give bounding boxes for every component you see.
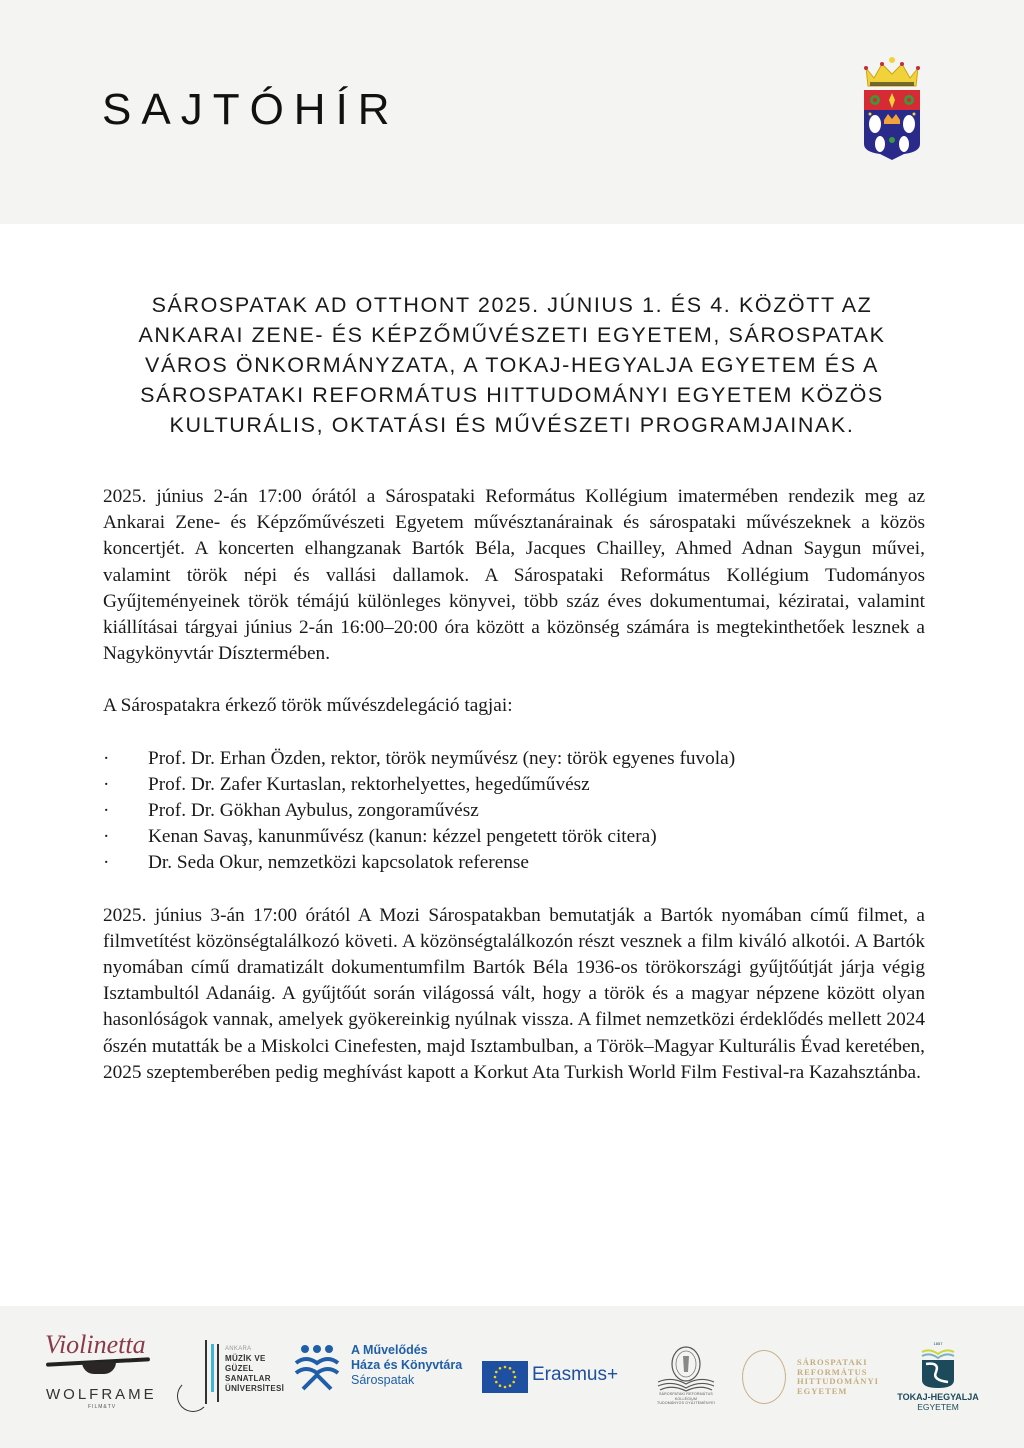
list-item: · Prof. Dr. Erhan Özden, rektor, török neyművész (ney: török egyenes fuvola) xyxy=(103,746,925,772)
hittudomanyi-egyetem-logo xyxy=(742,1350,892,1404)
paragraph-film: 2025. június 3-án 17:00 órától A Mozi Sárospatakban bemutatják a Bartók nyomában című filmet, a filmvetítést közönségtalálkozó követi. A közönségtalálkozón részt vesznek a film kiváló alkotói. A Bartók nyomában című dramatizált dokumentumfilm Bartók Béla 1936-os törökországi gyűjtőútját járja végig Isztambultól Adanáig. A gyűjtőút során világossá vált, hogy a török és a magyar népzene között olyan hasonlóságok vannak, amelyek gyökereinkig nyúlnak vissza. A filmet nemzetközi érdeklődés mellett 2024 őszén mutatták be a Miskolci Cinefesten, majd Isztambulban, a Török–Magyar Kulturális Évad keretében, 2025 szeptemberében pedig meghívást kapott a Korkut Ata Turkish World Film Festival-ra Kazahsztánba. xyxy=(103,904,925,1083)
tokaj-wordmark: TOKAJ-HEGYALJA EGYETEM xyxy=(897,1392,979,1412)
list-item: · Prof. Dr. Zafer Kurtaslan, rektorhelyettes, hegedűművész xyxy=(103,772,925,798)
header-band xyxy=(0,0,1024,224)
paragraph-concert: 2025. június 2-án 17:00 órától a Sárospataki Református Kollégium imatermében rendezik meg az Ankarai Zene- és Képzőművészeti Egyetem művésztanárainak és sárospataki művészeknek a közös koncertjét. A koncerten elhangzanak Bartók Béla, Jacques Chailley, Ahmed Adnan Saygun művei, valamint török népi és vallási dallamok. A Sárospataki Református Kollégium Tudományos Gyűjteményeinek török témájú különleges könyvei, több száz éves dokumentumai, kéziratai, valamint kiállításai tárgyai június 2-án 16:00–20:00 óra között a közönség számára is megtekinthetőek lesznek a Nagykönyvtár Dísztermében. xyxy=(103,486,925,665)
list-item: · Prof. Dr. Gökhan Aybulus, zongoraművész xyxy=(103,798,925,824)
tokaj-hegyalja-logo xyxy=(896,1340,980,1416)
delegation-intro: A Sárospatakra érkező török művészdelegáció tagjai: xyxy=(103,695,513,717)
headline: SÁROSPATAK AD OTTHONT 2025. JÚNIUS 1. ÉS 4. KÖZÖTT AZ ANKARAI ZENE- ÉS KÉPZŐMŰVÉSZETI EGYETEM, SÁROSPATAK VÁROS ÖNKORMÁNYZATA, A TOKAJ-HEGYALJA EGYETEM ÉS A SÁROSPATAKI REFORMÁTUS HITTUDOMÁNYI EGYETEM KÖZÖS KULTURÁLIS, OKTATÁSI ÉS MŰVÉSZETI PROGRAMJAINAK. xyxy=(138,293,886,437)
list-item: · Kenan Savaş, kanunművész (kanun: kézzel pengetett török citera) xyxy=(103,824,925,850)
erasmus-plus-logo xyxy=(482,1361,632,1393)
delegation-list xyxy=(103,746,925,877)
violinetta-wordmark: Violinetta xyxy=(45,1330,146,1359)
bullet-icon: · xyxy=(103,747,110,769)
logo-stroke xyxy=(211,1344,214,1392)
page-title: SAJTÓHÍR xyxy=(102,85,400,134)
eu-flag-icon xyxy=(482,1361,528,1393)
erasmus-wordmark: Erasmus+ xyxy=(532,1364,619,1385)
bullet-icon: · xyxy=(103,852,110,874)
svg-text:1857: 1857 xyxy=(933,1341,943,1346)
kollegium-caption: SÁROSPATAKI REFORMÁTUS KOLLÉGIUM TUDOMÁNYOS GYŰJTEMÉNYEI xyxy=(657,1392,715,1405)
wolframe-subtitle: FILM&TV xyxy=(88,1404,117,1410)
article-body xyxy=(103,484,925,1086)
coat-of-arms-icon xyxy=(860,56,924,160)
violin-icon xyxy=(82,1362,116,1374)
logo-stroke xyxy=(205,1340,207,1404)
bullet-icon: · xyxy=(103,826,110,848)
seal-open-book-icon xyxy=(654,1346,718,1392)
wolframe-wordmark: WOLFRAME xyxy=(46,1386,157,1403)
university-seal-icon xyxy=(742,1350,786,1404)
hittudomanyi-wordmark: SÁROSPATAKI REFORMÁTUS HITTUDOMÁNYI EGYETEM xyxy=(797,1357,879,1396)
logo-stroke xyxy=(217,1344,219,1402)
bullet-icon: · xyxy=(103,800,110,822)
violinetta-wolframe-logo xyxy=(40,1330,155,1410)
list-item: · Dr. Seda Okur, nemzetközi kapcsolatok referense xyxy=(103,850,925,876)
ankara-wordmark: ANKARA MÜZİK VE GÜZEL SANATLAR ÜNİVERSİTESİ xyxy=(225,1346,285,1393)
tokaj-emblem-icon xyxy=(896,1340,980,1390)
muvelodes-wordmark: A Művelődés Háza és Könyvtára Sárospatak xyxy=(351,1343,463,1387)
kollegium-collections-logo xyxy=(654,1346,718,1405)
open-book-people-icon xyxy=(293,1343,341,1391)
ankara-university-logo xyxy=(175,1340,290,1412)
muvelodes-haza-logo xyxy=(293,1343,473,1391)
bullet-icon: · xyxy=(103,773,110,795)
